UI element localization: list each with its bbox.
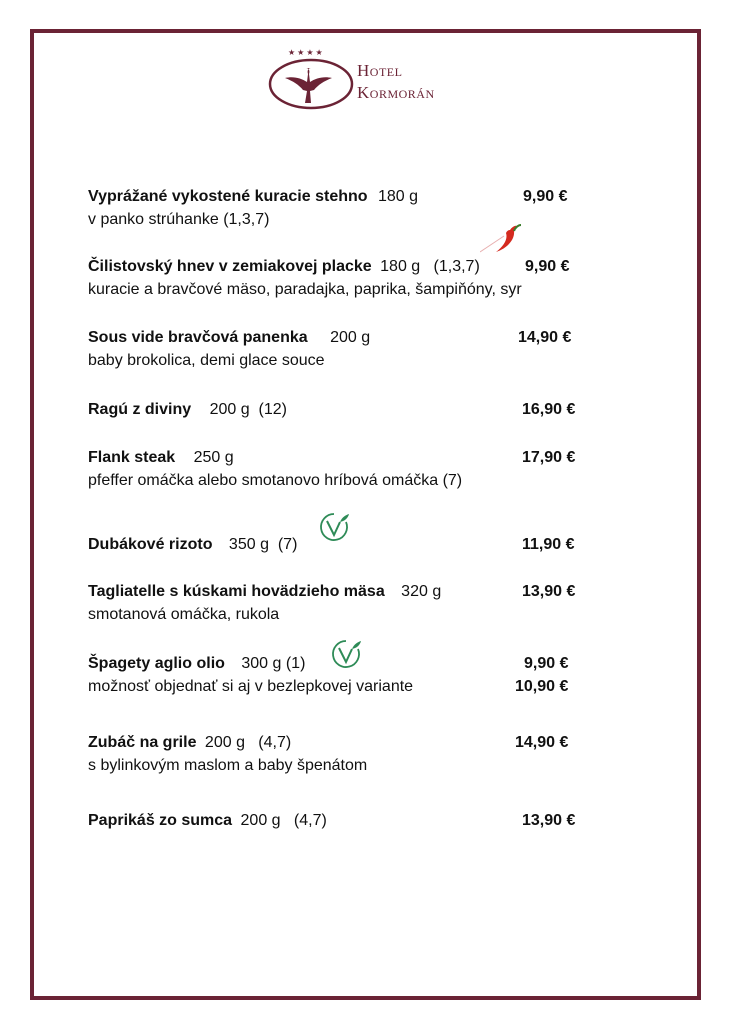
item-price-alt: 10,90 €	[515, 678, 569, 695]
item-name: Vyprážané vykostené kuracie stehno	[88, 188, 368, 205]
item-details: 200 g (4,7)	[204, 734, 292, 751]
item-name: Ragú z diviny	[88, 401, 192, 418]
vegetarian-icon	[330, 638, 362, 670]
item-details: 250 g	[193, 449, 234, 466]
logo-text	[357, 60, 435, 104]
item-price: 9,90 €	[524, 655, 569, 672]
item-description: pfeffer omáčka alebo smotanovo hríbová omáčka (7)	[88, 472, 463, 489]
item-details: 200 g	[330, 329, 371, 346]
cormorant-bird-icon	[268, 56, 354, 112]
item-description: baby brokolica, demi glace souce	[88, 352, 325, 369]
item-price: 17,90 €	[522, 449, 576, 466]
item-price: 14,90 €	[515, 734, 569, 751]
logo-line-2: Kormorán	[357, 83, 435, 102]
menu-item	[88, 809, 588, 832]
item-price: 13,90 €	[522, 583, 576, 600]
item-details: 320 g	[401, 583, 442, 600]
item-price: 16,90 €	[522, 401, 576, 418]
item-description: s bylinkovým maslom a baby špenátom	[88, 757, 368, 774]
item-name: Sous vide bravčová panenka	[88, 329, 308, 346]
menu-item	[88, 446, 588, 492]
item-name: Špagety aglio olio	[88, 655, 225, 672]
page-border	[30, 29, 701, 1000]
item-name: Paprikáš zo sumca	[88, 812, 233, 829]
item-name: Čilistovský hnev v zemiakovej placke	[88, 258, 372, 275]
item-price: 13,90 €	[522, 812, 576, 829]
chili-pepper-icon	[480, 222, 524, 262]
item-description: v panko strúhanke (1,3,7)	[88, 211, 270, 228]
item-price: 11,90 €	[522, 536, 575, 553]
item-details: 200 g (12)	[209, 401, 287, 418]
item-description: kuracie a bravčové mäso, paradajka, paprika, šampiňóny, syr	[88, 281, 522, 298]
logo-line-1: Hotel	[357, 61, 403, 80]
item-details: 180 g	[377, 188, 419, 205]
item-details: 180 g (1,3,7)	[380, 258, 480, 275]
item-details: 200 g (4,7)	[240, 812, 327, 829]
logo-stars: ★★★★	[288, 48, 325, 57]
item-description: možnosť objednať si aj v bezlepkovej variante	[88, 678, 414, 695]
item-name: Dubákové rizoto	[88, 536, 213, 553]
item-price: 14,90 €	[518, 329, 572, 346]
menu-item	[88, 326, 588, 372]
menu-item	[88, 580, 588, 626]
item-name: Flank steak	[88, 449, 176, 466]
vegetarian-icon	[318, 511, 350, 543]
item-name: Tagliatelle s kúskami hovädzieho mäsa	[88, 583, 385, 600]
item-details: 300 g (1)	[241, 655, 306, 672]
menu-item	[88, 731, 588, 777]
menu-item	[88, 398, 588, 421]
item-name: Zubáč na grile	[88, 734, 197, 751]
item-price: 9,90 €	[523, 188, 568, 205]
item-details: 350 g (7)	[228, 536, 298, 553]
item-price: 9,90 €	[525, 258, 570, 275]
item-description: smotanová omáčka, rukola	[88, 606, 280, 623]
hotel-logo	[268, 48, 468, 110]
